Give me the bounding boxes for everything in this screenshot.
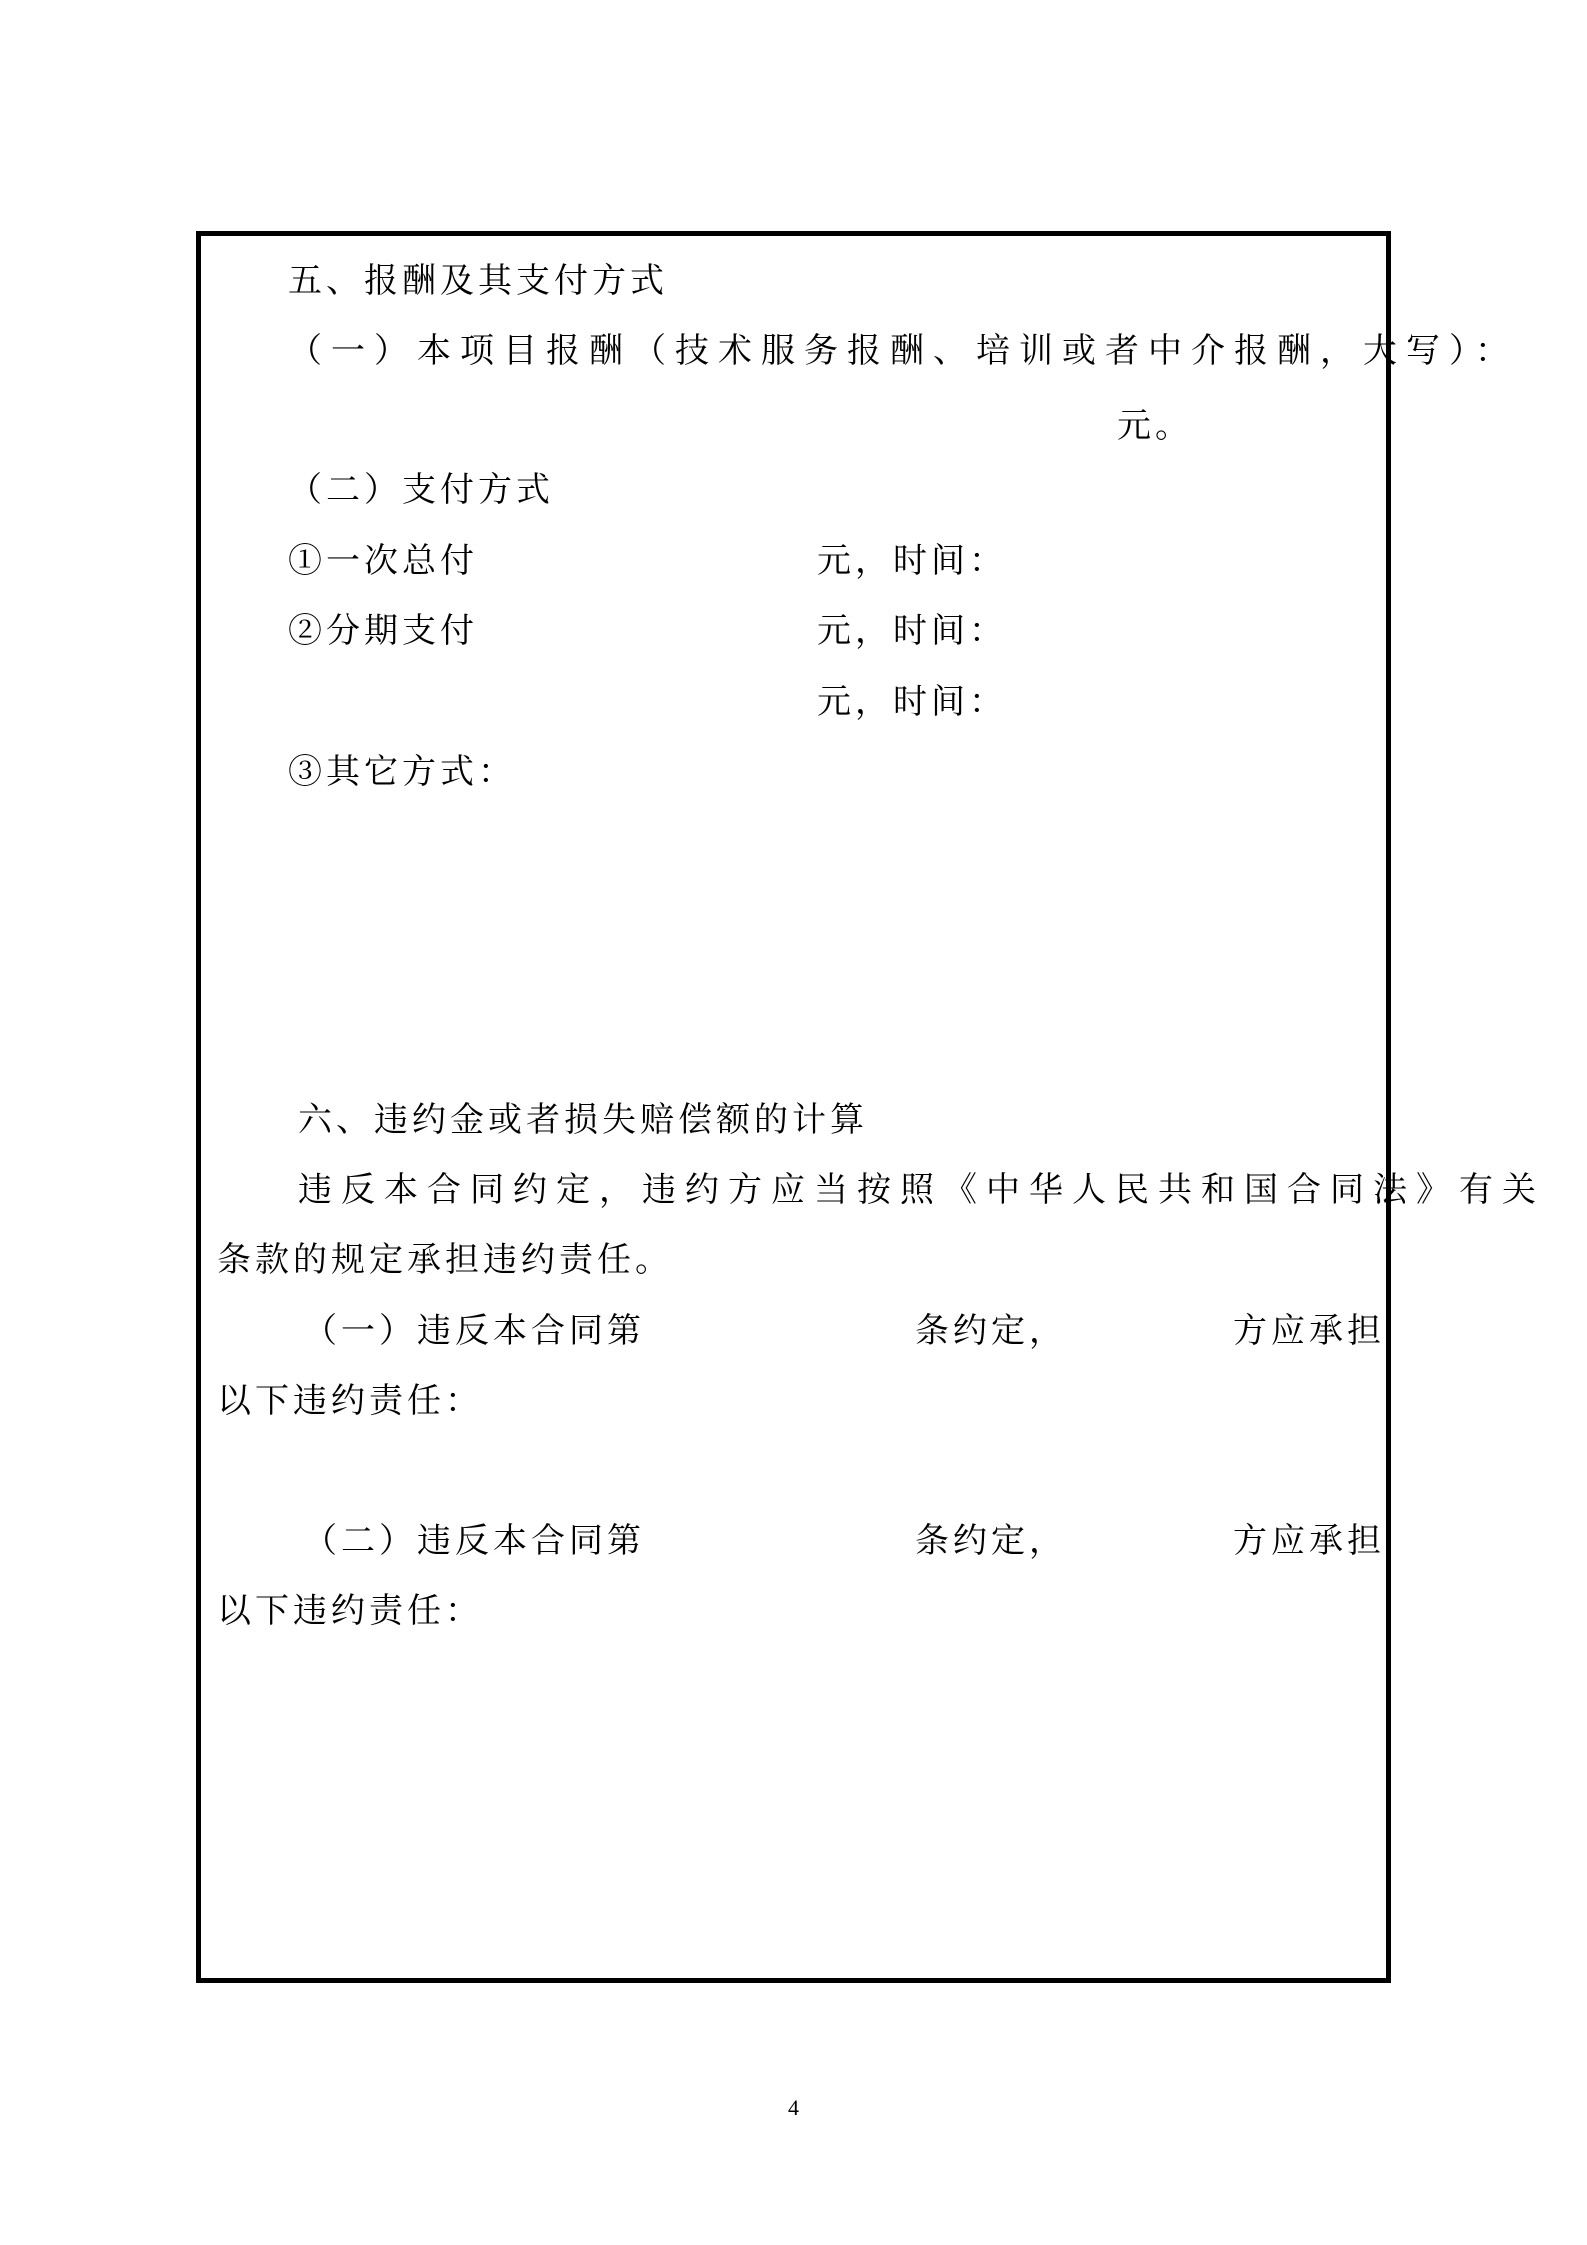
payment-method-heading: （二）支付方式 (288, 470, 554, 510)
section5-heading: 五、报酬及其支付方式 (288, 261, 668, 301)
installment-amount-time-1: 元，时间： (817, 611, 1007, 651)
section6-heading: 六、违约金或者损失赔偿额的计算 (298, 1100, 868, 1140)
clause2-prefix: （二）违反本合同第 (303, 1521, 645, 1561)
clause1-prefix: （一）违反本合同第 (303, 1311, 645, 1351)
section6-paragraph-line1: 违反本合同约定，违约方应当按照《中华人民共和国合同法》有关 (298, 1170, 1545, 1210)
remuneration-unit: 元。 (1117, 406, 1193, 446)
clause1-line2: 以下违约责任： (217, 1381, 483, 1421)
page-number: 4 (788, 2095, 799, 2120)
installment-label: ②分期支付 (288, 611, 478, 651)
installment-amount-time-2: 元，时间： (817, 682, 1007, 722)
lump-sum-label: ①一次总付 (288, 541, 478, 581)
lump-sum-amount-time: 元，时间： (817, 541, 1007, 581)
remuneration-line: （一）本项目报酬（技术服务报酬、培训或者中介报酬，大写）： (288, 331, 1518, 371)
clause1-mid: 条约定， (915, 1311, 1067, 1351)
clause2-line2: 以下违约责任： (217, 1591, 483, 1631)
section6-paragraph-line2: 条款的规定承担违约责任。 (217, 1240, 673, 1280)
clause2-mid: 条约定， (915, 1521, 1067, 1561)
other-method-label: ③其它方式： (288, 752, 516, 792)
clause1-suffix: 方应承担 (1233, 1311, 1385, 1351)
clause2-suffix: 方应承担 (1233, 1521, 1385, 1561)
